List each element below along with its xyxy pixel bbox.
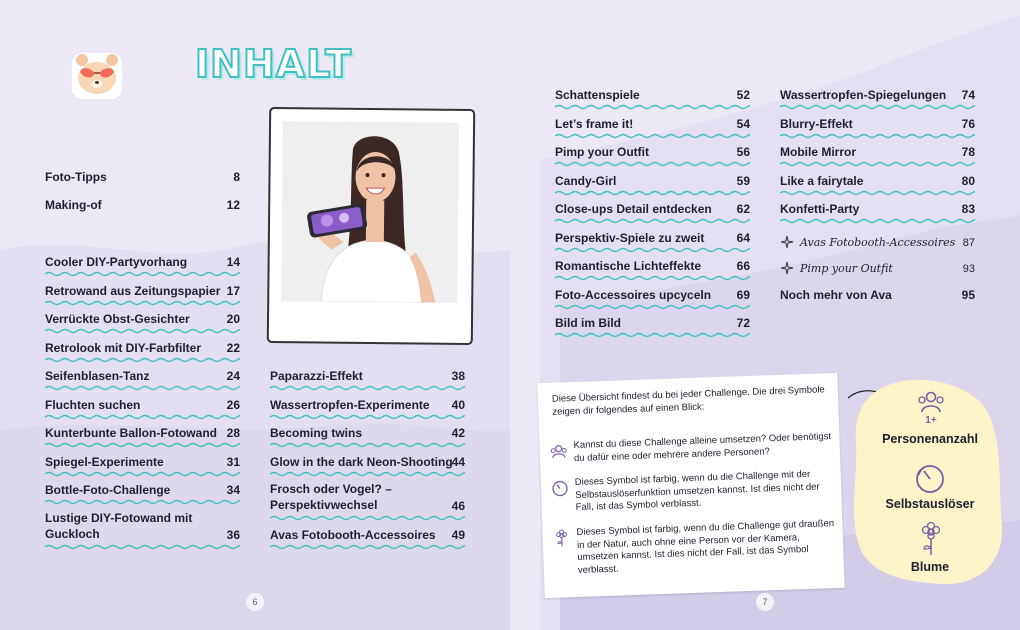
toc-page: 36: [226, 528, 240, 542]
toc-entry[interactable]: [555, 141, 750, 163]
toc-page: 87: [962, 237, 975, 249]
toc-page: 78: [961, 145, 975, 159]
toc-entry[interactable]: [555, 227, 750, 249]
info-intro: Diese Übersicht findest du bei jeder Challenge. Die drei Symbole zeigen dir folgendes auf einen Blick:: [551, 384, 825, 418]
toc-label: Konfetti-Party: [780, 202, 860, 216]
toc-label: Verrückte Obst-Gesichter: [45, 312, 190, 326]
wave-divider: [45, 471, 240, 477]
info-flower-text: Dieses Symbol ist farbig, wenn du die Challenge gut draußen in der Natur, auch ohne eine Person vor der Kamera, umsetzen kannst. Ist dies nicht der Fall, ist das Symbol verblasst.: [576, 518, 835, 576]
toc-label: Bottle-Foto-Challenge: [45, 483, 171, 497]
toc-page: 74: [961, 88, 975, 102]
toc-page: 26: [226, 398, 240, 412]
wave-divider: [270, 515, 465, 521]
toc-entry[interactable]: [45, 508, 240, 546]
toc-label: Let’s frame it!: [555, 117, 634, 131]
toc-page: 62: [736, 202, 750, 216]
toc-label: Frosch oder Vogel? – Perspektivwechsel: [270, 482, 392, 512]
toc-label: Close-ups Detail entdecken: [555, 202, 712, 216]
toc-label: Bild im Bild: [555, 316, 621, 330]
toc-label: Romantische Lichteffekte: [555, 259, 702, 273]
flower-legend-icon: [918, 522, 944, 556]
toc-label: Wassertropfen-Spiegelungen: [780, 88, 947, 102]
toc-page: 24: [226, 369, 240, 383]
toc-label: Perspektiv-Spiele zu zweit: [555, 231, 705, 245]
page-title: INHALT: [195, 42, 352, 86]
persons-legend-icon: [917, 390, 945, 414]
toc-entry[interactable]: [780, 198, 975, 220]
toc-entry[interactable]: [555, 312, 750, 334]
info-persons-text: Kannst du diese Challenge alleine umsetzen? Oder benötigst du dafür eine oder mehrere andere Personen?: [573, 431, 832, 464]
page-number-right: 7: [756, 593, 774, 611]
info-row-timer: [551, 468, 836, 514]
wave-divider: [270, 544, 465, 550]
toc-label: Paparazzi-Effekt: [270, 369, 363, 383]
toc-page: 46: [451, 499, 465, 513]
toc-page: 64: [736, 231, 750, 245]
wave-divider: [780, 190, 975, 196]
toc-label: Foto-Tipps: [45, 170, 107, 184]
timer-icon: [551, 479, 570, 498]
toc-entry[interactable]: [780, 170, 975, 192]
toc-label: Glow in the dark Neon-Shooting: [270, 455, 453, 469]
toc-entry[interactable]: [555, 170, 750, 192]
toc-entry[interactable]: [780, 284, 975, 306]
toc-entry[interactable]: [270, 451, 465, 473]
toc-label: Foto-Accessoires upcyceln: [555, 288, 712, 302]
toc-entry[interactable]: [780, 84, 975, 106]
wave-divider: [45, 271, 240, 277]
toc-entry[interactable]: [270, 479, 465, 517]
toc-page: 49: [451, 528, 465, 542]
toc-label: Spiegel-Experimente: [45, 455, 164, 469]
persons-icon: [549, 442, 568, 461]
wave-divider: [45, 300, 240, 306]
wave-divider: [555, 133, 750, 139]
toc-page: 54: [736, 117, 750, 131]
info-row-flower: [552, 518, 837, 576]
legend-count: 1+: [925, 415, 937, 426]
wave-divider: [270, 414, 465, 420]
timer-legend-icon: [914, 463, 946, 495]
toc-label: Kunterbunte Ballon-Fotowand: [45, 426, 217, 440]
toc-label: Wassertropfen-Experimente: [270, 398, 430, 412]
wave-divider: [45, 499, 240, 505]
toc-page: 20: [226, 312, 240, 326]
toc-entry[interactable]: [555, 284, 750, 306]
toc-label: Pimp your Outfit: [800, 262, 893, 275]
toc-label: Retrowand aus Zeitungspapier: [45, 284, 221, 298]
toc-label: Cooler DIY-Partyvorhang: [45, 255, 188, 269]
toc-page: 40: [451, 398, 465, 412]
toc-page: 66: [736, 259, 750, 273]
toc-entry[interactable]: [45, 365, 240, 387]
legend-flower: Blume: [910, 560, 950, 574]
wave-divider: [555, 275, 750, 281]
toc-label: Fluchten suchen: [45, 398, 141, 412]
toc-label: Making-of: [45, 198, 102, 212]
toc-label: Avas Fotobooth-Accessoires: [800, 236, 956, 249]
toc-entry[interactable]: [45, 337, 240, 359]
toc-page: 76: [961, 117, 975, 131]
toc-entry[interactable]: [270, 365, 465, 387]
toc-page: 17: [226, 284, 240, 298]
toc-entry[interactable]: [780, 257, 975, 279]
info-card: [537, 373, 844, 598]
toc-page: 42: [451, 426, 465, 440]
toc-label: Pimp your Outfit: [555, 145, 649, 159]
toc-entry[interactable]: [270, 524, 465, 546]
toc-entry[interactable]: [555, 113, 750, 135]
wave-divider: [45, 414, 240, 420]
toc-entry[interactable]: [45, 308, 240, 330]
toc-page: 59: [736, 174, 750, 188]
toc-label: Retrolook mit DIY-Farbfilter: [45, 341, 202, 355]
page-number-left: 6: [246, 593, 264, 611]
toc-entry[interactable]: [270, 394, 465, 416]
toc-entry[interactable]: [45, 422, 240, 444]
toc-page: 95: [961, 288, 975, 302]
toc-page: 12: [226, 198, 240, 212]
wave-divider: [45, 357, 240, 363]
wave-divider: [45, 544, 240, 550]
toc-entry[interactable]: [45, 166, 240, 188]
sparkle-icon: [780, 261, 794, 275]
wave-divider: [45, 385, 240, 391]
toc-entry[interactable]: [45, 251, 240, 273]
toc-entry[interactable]: [780, 141, 975, 163]
toc-page: 28: [226, 426, 240, 440]
wave-divider: [270, 442, 465, 448]
info-row-persons: [549, 431, 834, 464]
wave-divider: [555, 247, 750, 253]
info-timer-text: Dieses Symbol ist farbig, wenn du die Challenge mit der Selbstauslöserfunktion umsetzen kannst. Ist dies nicht der Fall, ist das Symbol verblasst.: [574, 468, 820, 514]
wave-divider: [270, 471, 465, 477]
toc-page: 34: [226, 483, 240, 497]
toc-page: 93: [962, 263, 975, 275]
toc-page: 14: [226, 255, 240, 269]
toc-label: Seifenblasen-Tanz: [45, 369, 150, 383]
wave-divider: [555, 190, 750, 196]
wave-divider: [780, 161, 975, 167]
toc-page: 38: [451, 369, 465, 383]
sparkle-icon: [780, 235, 794, 249]
bear-sticker-icon: [68, 46, 126, 104]
wave-divider: [780, 133, 975, 139]
wave-divider: [555, 161, 750, 167]
toc-label: Avas Fotobooth-Accessoires: [270, 528, 436, 542]
toc-page: 31: [226, 455, 240, 469]
wave-divider: [555, 218, 750, 224]
toc-entry[interactable]: [45, 479, 240, 501]
wave-divider: [780, 104, 975, 110]
wave-divider: [555, 304, 750, 310]
toc-entry[interactable]: [780, 231, 975, 253]
wave-divider: [555, 104, 750, 110]
toc-page: 22: [226, 341, 240, 355]
toc-entry[interactable]: [555, 198, 750, 220]
wave-divider: [555, 332, 750, 338]
toc-page: 69: [736, 288, 750, 302]
toc-entry[interactable]: [45, 451, 240, 473]
polaroid-photo: [267, 107, 475, 345]
legend-persons: Personenanzahl: [882, 432, 978, 446]
toc-page: 52: [736, 88, 750, 102]
toc-page: 83: [961, 202, 975, 216]
toc-label: Candy-Girl: [555, 174, 617, 188]
wave-divider: [45, 442, 240, 448]
girl-with-phone-illustration: [281, 121, 459, 303]
toc-page: 8: [233, 170, 240, 184]
toc-label: Schattenspiele: [555, 88, 640, 102]
toc-page: 44: [451, 455, 465, 469]
toc-entry[interactable]: [555, 84, 750, 106]
toc-entry[interactable]: [555, 255, 750, 277]
legend-timer: Selbstauslöser: [885, 497, 975, 511]
toc-page: 80: [961, 174, 975, 188]
wave-divider: [45, 328, 240, 334]
toc-label: Mobile Mirror: [780, 145, 857, 159]
toc-entry[interactable]: [45, 280, 240, 302]
toc-entry[interactable]: [780, 113, 975, 135]
toc-label: Becoming twins: [270, 426, 363, 440]
wave-divider: [780, 218, 975, 224]
toc-entry[interactable]: [45, 394, 240, 416]
toc-entry[interactable]: [45, 194, 240, 216]
toc-label: Like a fairytale: [780, 174, 864, 188]
toc-page: 56: [736, 145, 750, 159]
toc-label: Blurry-Effekt: [780, 117, 853, 131]
toc-entry[interactable]: [270, 422, 465, 444]
toc-label: Lustige DIY-Fotowand mit Guckloch: [45, 511, 193, 541]
wave-divider: [270, 385, 465, 391]
toc-label: Noch mehr von Ava: [780, 288, 892, 302]
flower-icon: [552, 529, 571, 548]
toc-page: 72: [736, 316, 750, 330]
